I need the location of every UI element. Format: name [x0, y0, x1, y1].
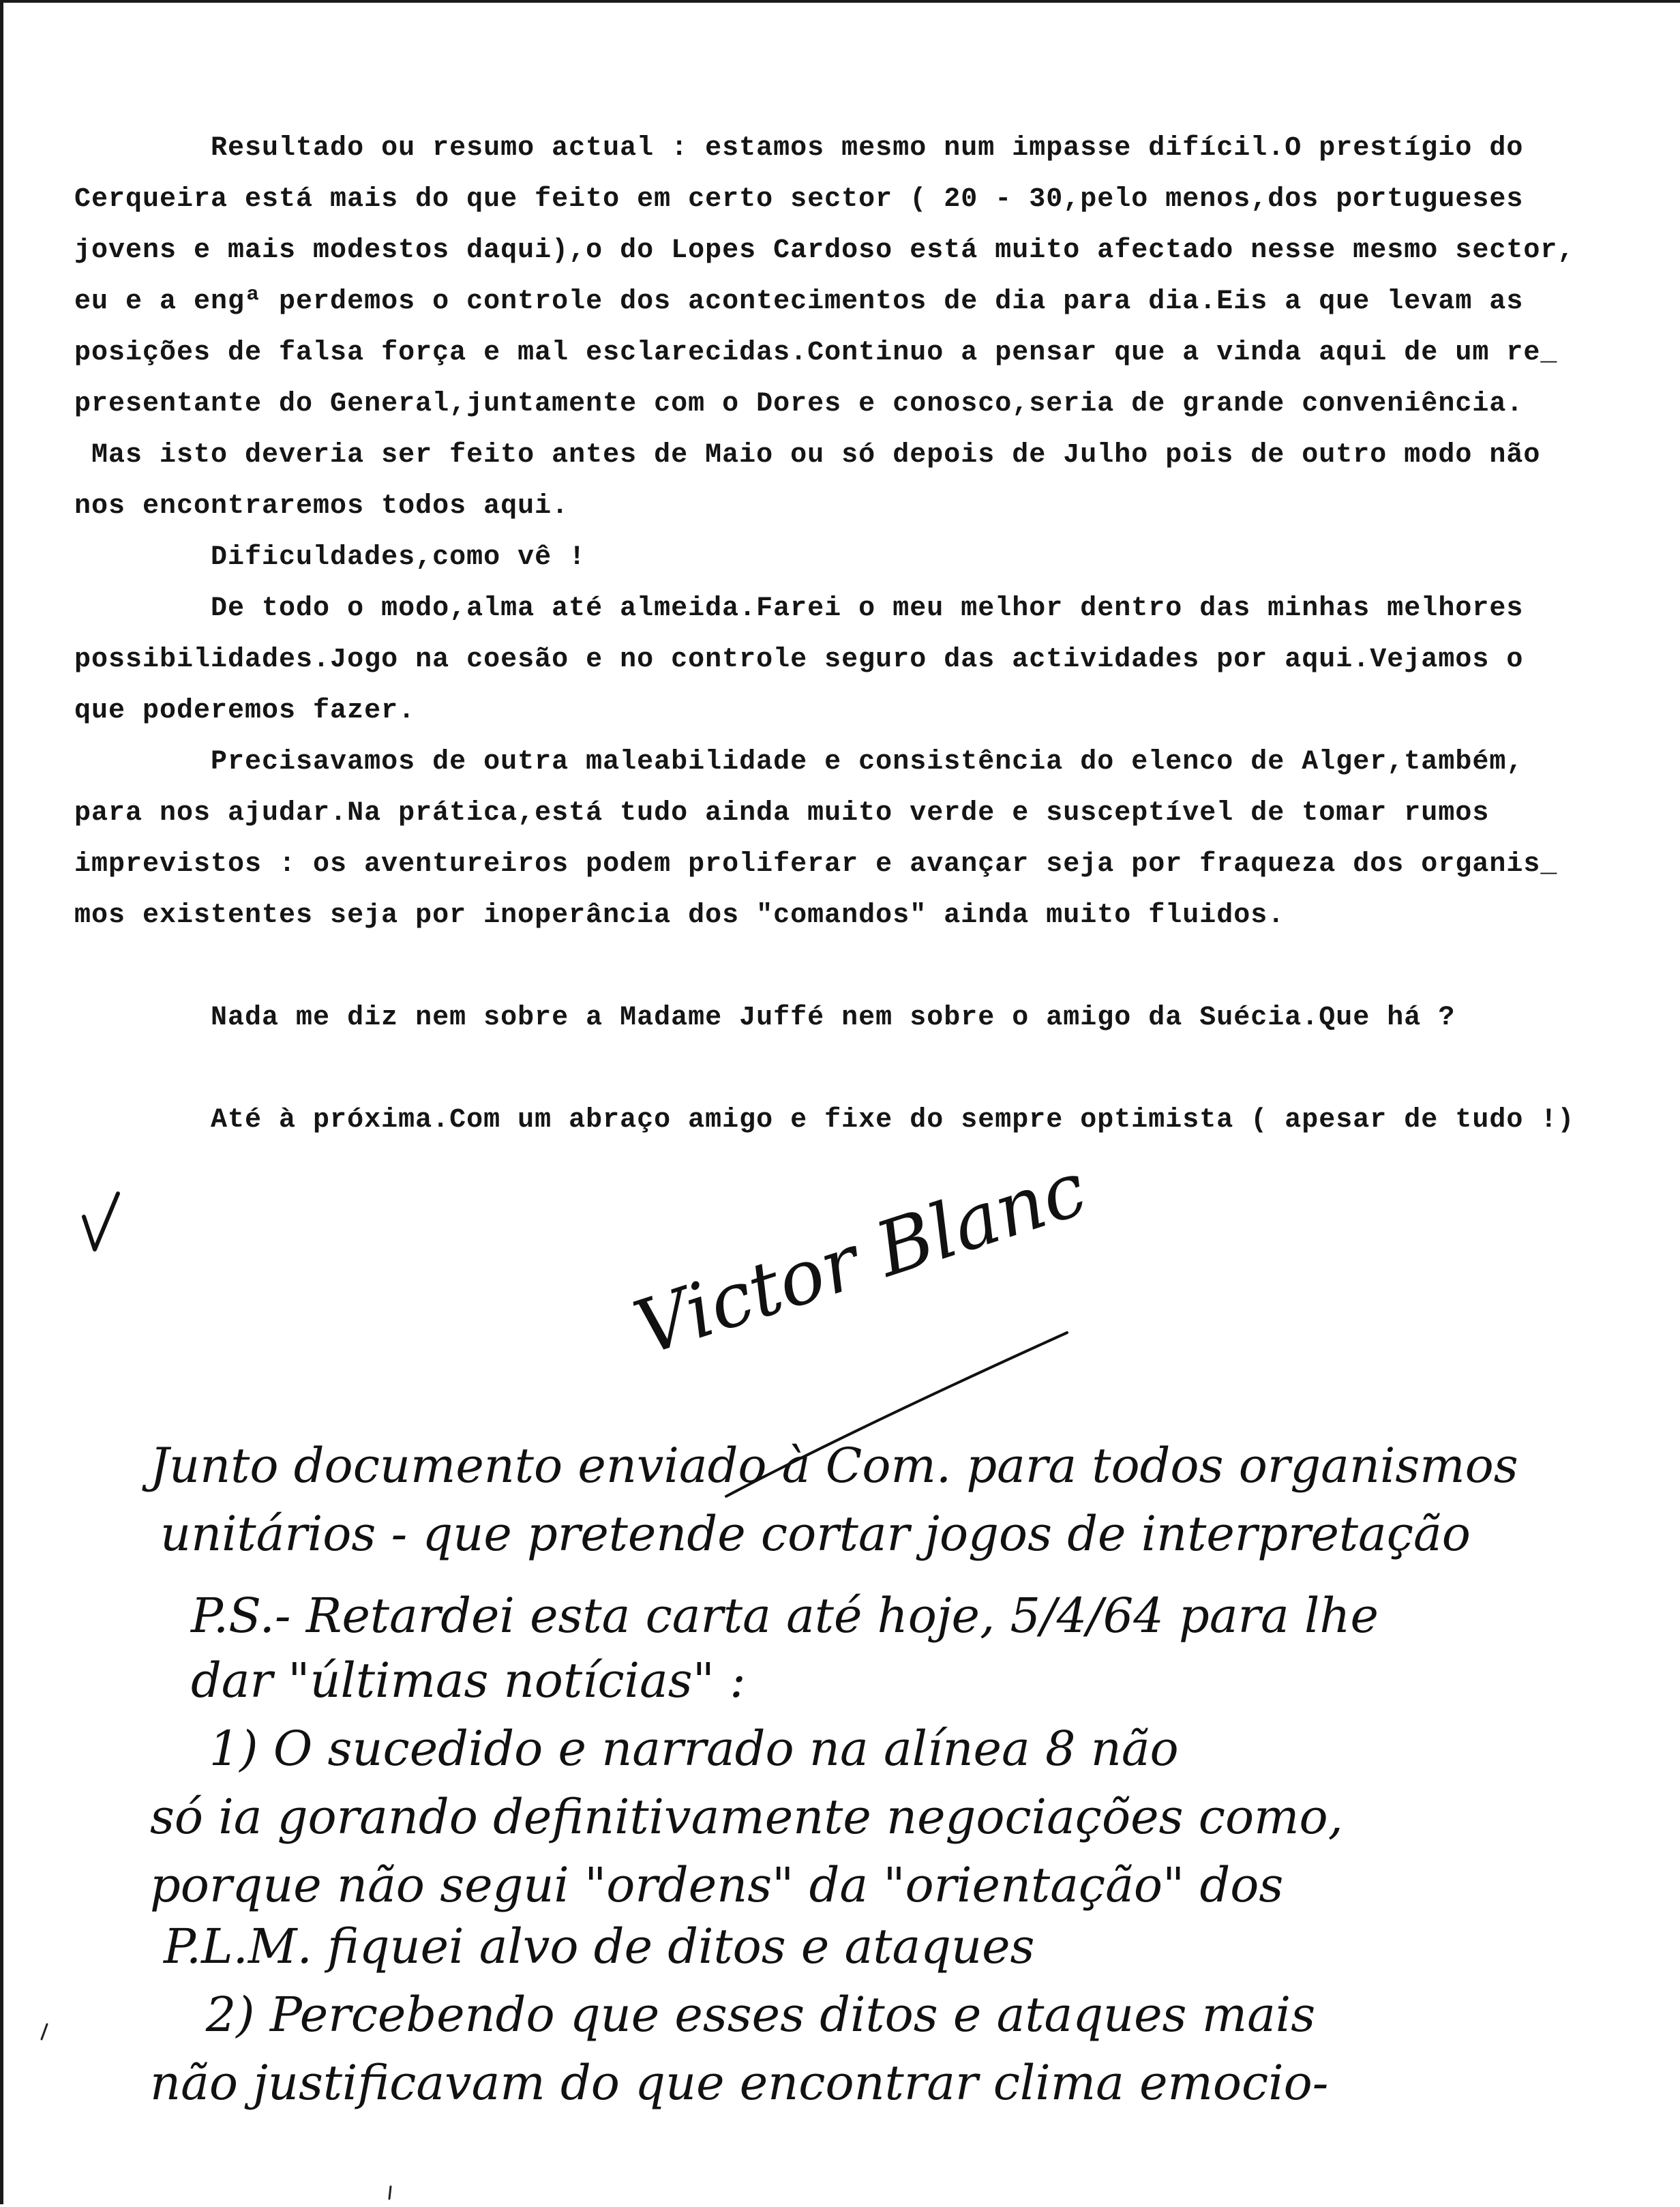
typed-line: para nos ajudar.Na prática,está tudo ainda muito verde e susceptível de tomar rumos: [74, 798, 1490, 829]
typed-line: Mas isto deveria ser feito antes de Maio ou só depois de Julho pois de outro modo não: [74, 440, 1541, 471]
typed-line: Dificuldades,como vê !: [74, 542, 586, 573]
typed-line: Precisavamos de outra maleabilidade e consistência do elenco de Alger,também,: [74, 747, 1524, 777]
typed-line: De todo o modo,alma até almeida.Farei o meu melhor dentro das minhas melhores: [74, 593, 1524, 624]
typed-line: jovens e mais modestos daqui),o do Lopes Cardoso está muito afectado nesse mesmo sector,: [74, 235, 1575, 266]
handwritten-line: unitários - que pretende cortar jogos de interpretação: [160, 1506, 1471, 1562]
typed-line: eu e a engª perdemos o controle dos acontecimentos de dia para dia.Eis a que levam as: [74, 286, 1524, 317]
handwritten-line: não justificavam do que encontrar clima emocio-: [150, 2055, 1329, 2111]
typed-line: posições de falsa força e mal esclarecidas.Continuo a pensar que a vinda aqui de um re_: [74, 338, 1558, 368]
handwritten-line: P.S.- Retardei esta carta até hoje, 5/4/64 para lhe: [191, 1588, 1379, 1644]
typed-line: Até à próxima.Com um abraço amigo e fixe do sempre optimista ( apesar de tudo !): [74, 1105, 1575, 1136]
handwritten-line: porque não segui "ordens" da "orientação" dos: [150, 1857, 1284, 1913]
handwritten-line: só ia gorando definitivamente negociações como,: [150, 1789, 1343, 1845]
stray-mark: [38, 2021, 51, 2042]
handwritten-line: 2) Percebendo que esses ditos e ataques mais: [160, 1987, 1316, 2043]
handwritten-note: [3, 3, 1680, 2207]
typed-line: presentante do General,juntamente com o Dores e conosco,seria de grande conveniência.: [74, 389, 1524, 419]
handwritten-line: 1) O sucedido e narrado na alínea 8 não: [164, 1721, 1179, 1777]
typed-line: Resultado ou resumo actual : estamos mesmo num impasse difícil.O prestígio do: [74, 133, 1524, 164]
stray-mark: [385, 2185, 396, 2202]
handwritten-line: P.L.M. fiquei alvo de ditos e ataques: [164, 1919, 1035, 1974]
handwritten-line: dar "últimas notícias" :: [191, 1653, 746, 1708]
handwritten-signature: Victor Blanc: [624, 1144, 1096, 1372]
typed-line: imprevistos : os aventureiros podem proliferar e avançar seja por fraqueza dos organis_: [74, 849, 1558, 880]
typed-line: que poderemos fazer.: [74, 696, 416, 726]
typed-line: nos encontraremos todos aqui.: [74, 491, 569, 522]
handwritten-line: Junto documento enviado à Com. para todos organismos: [150, 1438, 1518, 1494]
typed-line: mos existentes seja por inoperância dos "comandos" ainda muito fluidos.: [74, 900, 1285, 931]
typed-line: possibilidades.Jogo na coesão e no controle seguro das actividades por aqui.Vejamos o: [74, 645, 1524, 675]
typed-line: Nada me diz nem sobre a Madame Juffé nem sobre o amigo da Suécia.Que há ?: [74, 1003, 1456, 1033]
typed-line: Cerqueira está mais do que feito em certo sector ( 20 - 30,pelo menos,dos portugueses: [74, 184, 1524, 215]
